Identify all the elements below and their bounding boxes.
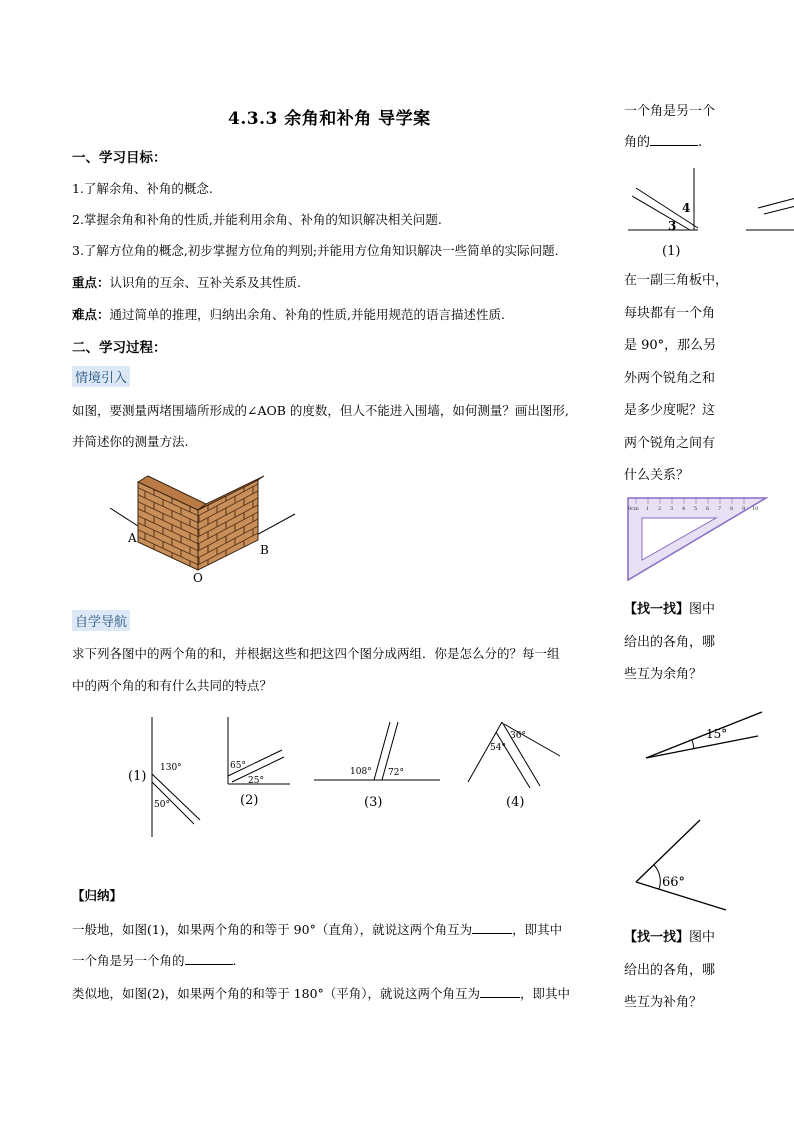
sidebar-top-line-2-b: . [698,135,703,150]
tag-self-study: 自学导航 [72,610,130,631]
sidebar-angle-figure [628,168,794,260]
find1-line-1: 图中 [689,602,716,617]
figure-2-angle-b: 25° [248,776,264,786]
brick-wall-figure [100,470,300,590]
ruler-label-4: 4 [682,506,686,512]
sidebar-q-line-5: 是多少度呢？这 [624,403,716,418]
nav-line-2: 中的两个角的和有什么共同的特点？ [72,678,273,693]
sidebar-angle-3: 3 [668,219,677,233]
intro-line-2: 并简述你的测量方法. [72,434,189,449]
ruler-label-3: 3 [670,506,674,512]
summary-line-2 [72,951,237,969]
goal-3: 3.了解方位角的概念,初步掌握方位角的判别;并能用方位角知识解决一些简单的实际问题. [72,243,559,258]
key-label: 重点： [72,275,110,290]
find2-line-3: 些互为补角？ [624,995,703,1010]
find2-line-1: 图中 [689,930,716,945]
find1-line-3: 些互为余角？ [624,667,703,682]
wall-label-b: B [260,543,269,557]
sidebar-top-line-2 [624,127,702,160]
angle-66-figure [634,818,730,914]
key-point [72,273,301,291]
page-title: 4.3.3 余角和补角 导学案 [228,109,431,129]
find2-label: 【找一找】 [624,930,690,945]
ruler-label-5: 5 [694,506,698,512]
summary-line-3-text-b: ，即其中 [520,986,571,1001]
section-heading-goals: 一、学习目标： [72,150,167,166]
summary-label: 【归纳】 [72,888,123,903]
find1-line-2: 给出的各角，哪 [624,634,716,650]
figure-2-angle-a: 65° [230,761,246,771]
figure-4-label: (4) [506,795,525,810]
find1-label: 【找一找】 [624,602,690,617]
summary-line-3 [72,984,570,1002]
difficult-label: 难点： [72,307,110,322]
find1-block [624,594,715,692]
ruler-label-1: 1 [646,506,650,512]
find2-block [624,922,715,1020]
figure-3-label: (3) [364,795,383,810]
figure-2-label: (2) [240,793,259,808]
sidebar-top-line-1: 一个角是另一个 [624,104,716,119]
difficult-text: 通过简单的推理，归纳出余角、补角的性质,并能用规范的语言描述性质. [109,307,505,322]
difficult-point [72,305,505,323]
figure-4-angle-a: 54° [490,743,506,753]
figure-3 [314,722,440,810]
ruler-label-6: 6 [706,506,710,512]
angle-figures [120,712,570,842]
set-square-figure [626,496,768,582]
figure-2 [228,717,290,808]
nav-line-1: 求下列各图中的两个角的和，并根据这些和把这四个图分成两组．你是怎么分的？每一组 [72,646,560,661]
summary-line-3-text-a: 类似地，如图(2)，如果两个角的和等于 180°（平角），就说这两个角互为 [72,986,481,1001]
figure-1 [128,717,200,837]
summary-line-1-text-b: ，即其中 [512,922,563,937]
sidebar-blank[interactable] [650,145,698,146]
figure-1-angle-a: 130° [160,763,182,773]
ruler-label-7: 7 [718,506,722,512]
angle-15-label: 15° [706,727,728,741]
ruler-label-8: 8 [730,506,734,512]
figure-3-angle-b: 72° [388,768,404,778]
sidebar-angle-4: 4 [682,201,691,215]
ruler-label-10: 10 [752,506,759,512]
blank-1[interactable] [472,933,512,934]
ruler-label-cm: 0cm [628,506,639,512]
sidebar-top-line-2-a: 角的 [624,135,651,150]
summary-line-2-text-a: 一个角是另一个角的 [72,953,185,968]
tag-scenario: 情境引入 [72,366,130,387]
find2-line-2: 给出的各角，哪 [624,962,716,978]
blank-2[interactable] [185,964,233,965]
figure-1-angle-b: 50° [154,800,170,810]
summary-line-1 [72,920,562,938]
sidebar-q-line-1: 在一副三角板中， [624,273,729,288]
sidebar-q-line-3: 是 90°，那么另 [624,338,717,353]
sidebar-q-line-6: 两个锐角之间有 [624,435,716,451]
section-heading-process: 二、学习过程： [72,340,167,356]
figure-4 [468,722,560,810]
ruler-label-2: 2 [658,506,662,512]
sidebar-q-line-7: 什么关系？ [624,468,690,483]
goal-2: 2.掌握余角和补角的性质,并能利用余角、补角的知识解决相关问题. [72,212,442,227]
key-text: 认识角的互余、互补关系及其性质. [109,275,301,290]
angle-15-figure [644,710,764,762]
summary-line-2-text-b: . [232,953,237,968]
sidebar-q-line-2: 每块都有一个角 [624,305,716,321]
figure-4-angle-b: 36° [510,731,526,741]
sidebar-q-line-4: 外两个锐角之和 [624,370,716,386]
sidebar-question [624,265,728,493]
blank-3[interactable] [480,997,520,998]
wall-label-o: O [193,571,203,585]
intro-line-1: 如图，要测量两堵围墙所形成的∠AOB 的度数，但人不能进入围墙，如何测量？画出图形, [72,403,569,418]
figure-1-label: (1) [128,769,147,784]
ruler-label-9: 9 [742,506,746,512]
figure-3-angle-a: 108° [350,767,372,777]
sidebar-fig-label: (1) [662,244,681,259]
angle-66-label: 66° [662,875,686,890]
summary-line-1-text-a: 一般地，如图(1)，如果两个角的和等于 90°（直角），就说这两个角互为 [72,922,473,937]
wall-label-a: A [128,531,137,545]
goal-1: 1.了解余角、补角的概念. [72,181,213,196]
